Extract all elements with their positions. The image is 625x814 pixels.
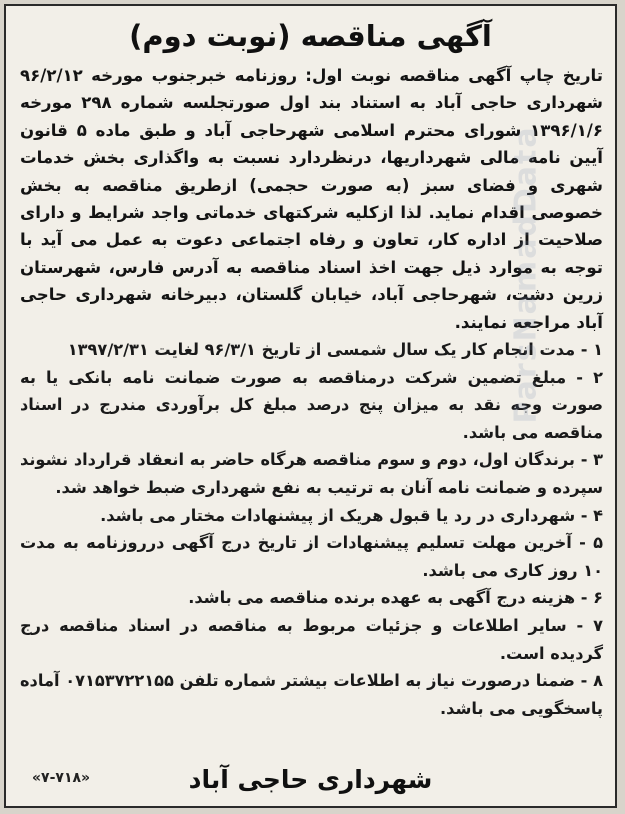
notice-title: آگهی مناقصه (نوبت دوم) (129, 19, 492, 53)
notice-footer (6, 762, 615, 800)
condition-item-4: ۴ - شهرداری در رد یا قبول هریک از پیشنهادات مختار می باشد. (100, 505, 603, 525)
signature: شهرداری حاجی آباد (188, 765, 433, 794)
condition-item-3: ۳ - برندگان اول، دوم و سوم مناقصه هرگاه حاضر به انعقاد قرارداد نشوند سپرده و ضمانت نامه آنان به ترتیب به نفع شهرداری ضبط خواهد شد. (20, 450, 603, 498)
notice-code: «۷-۷۱۸» (32, 770, 91, 786)
condition-item-2: ۲ - مبلغ تضمین شرکت درمناقصه به صورت ضمانت نامه بانکی یا به صورت وجه نقد به میزان پنج درصد مبلغ کل برآوردی مندرج در اسناد مناقصه می باشد. (20, 367, 603, 442)
notice-intro-paragraph: تاریخ چاپ آگهی مناقصه نوبت اول: روزنامه خبرجنوب مورخه ۹۶/۲/۱۲ شهرداری حاجی آباد به استناد بند اول صورتجلسه شماره ۲۹۸ مورخه ۱۳۹۶/۱/۶ شورای محترم اسلامی شهرحاجی آباد و طبق ماده ۵ قانون آیین نامه مالی شهرداریها، درنظردارد نسبت به واگذاری بخش خدمات شهری و فضای سبز (به صورت حجمی) ازطریق مناقصه به بخش خصوصی اقدام نماید. لذا ازکلیه شرکتهای خدماتی واجد شرایط و دارای صلاحیت از اداره کار، تعاون و رفاه اجتماعی دعوت به عمل می آید با توجه به موارد ذیل جهت اخذ اسناد مناقصه به آدرس فارس، شهرستان زرین دشت، شهرحاجی آباد، خیابان گلستان، دبیرخانه شهرداری حاجی آباد مراجعه نمایند. (20, 66, 604, 332)
condition-item-8: ۸ - ضمنا درصورت نیاز به اطلاعات بیشتر شماره تلفن ۰۷۱۵۳۷۲۲۱۵۵ آماده پاسخگویی می باشد. (20, 671, 603, 718)
condition-item-1: ۱ - مدت انجام کار یک سال شمسی از تاریخ ۹۶/۳/۱ لغایت ۱۳۹۷/۲/۳۱ (67, 340, 603, 360)
condition-item-7: ۷ - سایر اطلاعات و جزئیات مربوط به مناقصه در اسناد مناقصه درج گردیده است. (20, 616, 603, 663)
conditions-list (6, 336, 615, 722)
condition-item-5: ۵ - آخرین مهلت تسلیم پیشنهادات از تاریخ درج آگهی درروزنامه به مدت ۱۰ روز کاری می باشد. (20, 533, 603, 580)
notice-paper (4, 4, 617, 808)
condition-item-6: ۶ - هزینه درج آگهی به عهده برنده مناقصه می باشد. (188, 588, 603, 608)
watermark-text: ParsNamadData (508, 125, 544, 424)
